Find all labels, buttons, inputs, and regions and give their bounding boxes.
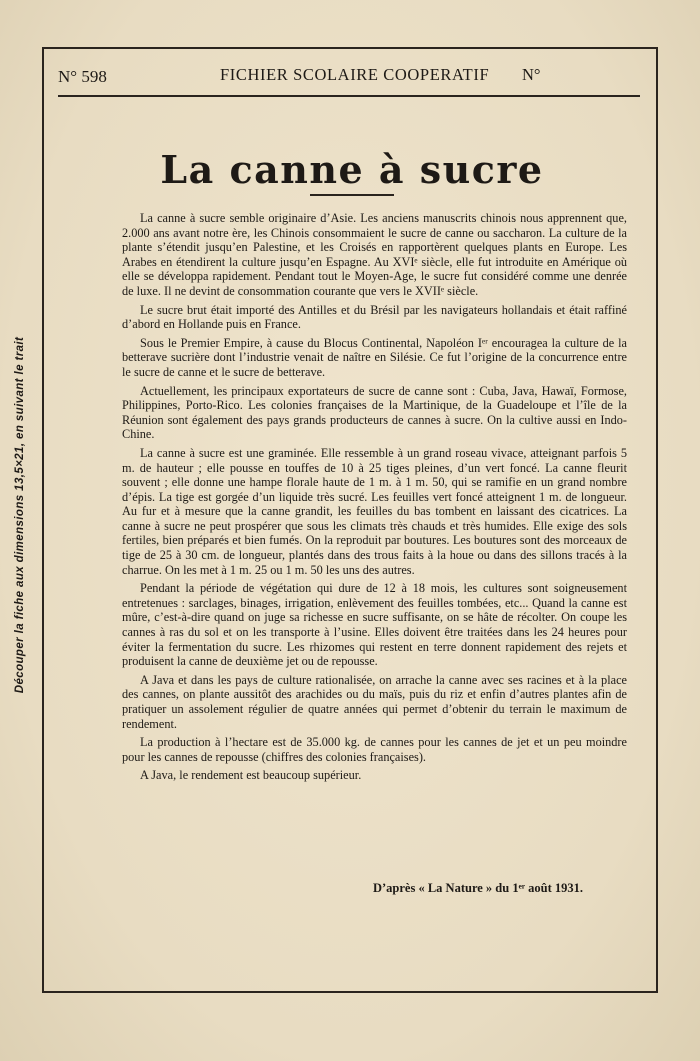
paragraph: La canne à sucre semble originaire d’Asie. Les anciens manuscrits chinois nous apprennent que, 2.000 ans avant notre ère, les Chinois consommaient le sucre de canne ou saccharon. La culture de la plante s’étendit jusqu’en Palestine, et les Croisés en rapportèrent quelques plants en Europe. Les Arabes en étendirent la culture jusqu’en Espagne. Au XVIᵉ siècle, elle fut introduite en Amérique où elle se développa rapidement. Pendant tout le Moyen-Age, le sucre fut considéré comme une denrée de luxe. Il ne devint de consommation courante que vers le XVIIᵉ siècle. [122, 211, 627, 298]
card-number-blank: N° [522, 65, 541, 84]
header-title: FICHIER SCOLAIRE COOPERATIF [220, 65, 490, 84]
paragraph: Sous le Premier Empire, à cause du Blocus Continental, Napoléon Iᵉʳ encouragea la culture de la betterave sucrière dont l’industrie venait de naître en Silésie. Ce fut l’origine de la concurrence entre le sucre de canne et le sucre de betterave. [122, 335, 627, 379]
card-number: N° 598 [58, 67, 107, 86]
paragraph: A Java, le rendement est beaucoup supérieur. [140, 768, 362, 783]
paragraph: A Java et dans les pays de culture rationalisée, on arrache la canne avec ses racines et à la place des cannes, on plante aussitôt des arachides ou du maïs, puis du riz et enfin d’autres plantes afin de pratiquer un assolement régulier de quatre années qui permet d’obtenir du terrain le maximum de rendement. [122, 672, 627, 731]
paragraph: Le sucre brut était importé des Antilles et du Brésil par les navigateurs hollandais et était raffiné d’abord en Hollande puis en France. [122, 302, 627, 332]
paragraph: La canne à sucre est une graminée. Elle ressemble à un grand roseau vivace, atteignant parfois 5 m. de hauteur ; elle pousse en touffes de 10 à 25 tiges pleines, d’un vert foncé. La canne fleurit souvent ; elle donne une hampe florale haute de 1 m. à 1 m. 50, qui se ramifie en un grand nombre d’épis. La tige est gorgée d’un liquide très sucré. Les feuilles vert foncé atteignent 1 m. de longueur. Au fur et à mesure que la canne grandit, les feuilles du bas tombent en laissant des cicatrices. La canne à sucre ne peut prospérer que sous les climats très chauds et très humides. Elle exige des sols fertiles, bien préparés et bien fumés. On la reproduit par boutures. Les boutures sont des morceaux de tige de 25 à 30 cm. de longueur, plantés dans des trous faits à la houe ou dans des sillons tracés à la charrue. On les met à 1 m. 25 ou 1 m. 50 les uns des autres. [122, 445, 627, 577]
card-header [58, 65, 640, 97]
paragraph: Pendant la période de végétation qui dure de 12 à 18 mois, les cultures sont soigneusement entretenues : sarclages, binages, irrigation, enlèvement des feuilles tombées, etc... Quand la canne est mûre, c’est-à-dire quand on juge sa richesse en sucre suffisante, on se hâte de récolter. On coupe les cannes à ras du sol et on les transporte à l’usine. Elles doivent être traitées dans les 24 heures pour éviter la fermentation du sucre. Les rhizomes qui restent en terre donnent rapidement des rejets et produisent la canne de deuxième jet ou de repousse. [122, 581, 627, 669]
paragraph: La production à l’hectare est de 35.000 kg. de cannes pour les cannes de jet et un peu moindre pour les cannes de repousse (chiffres des colonies françaises). [122, 735, 627, 764]
source-citation: D’après « La Nature » du 1ᵉʳ août 1931. [372, 881, 583, 895]
article-body [122, 211, 627, 783]
cutting-instruction: Découper la fiche aux dimensions 13,5×21, en suivant le trait [14, 336, 26, 694]
title-underline [310, 194, 394, 196]
paragraph: Actuellement, les principaux exportateurs de sucre de canne sont : Cuba, Java, Hawaï, Formose, Philippines, Porto-Rico. Les colonies françaises de la Martinique, de la Guadeloupe et l’île de la Réunion sont également des pays grands producteurs de cannes à sucre. On la cultive aussi en Indo-Chine. [122, 383, 627, 442]
article-title: La canne à sucre [160, 147, 544, 192]
index-card [42, 47, 658, 993]
